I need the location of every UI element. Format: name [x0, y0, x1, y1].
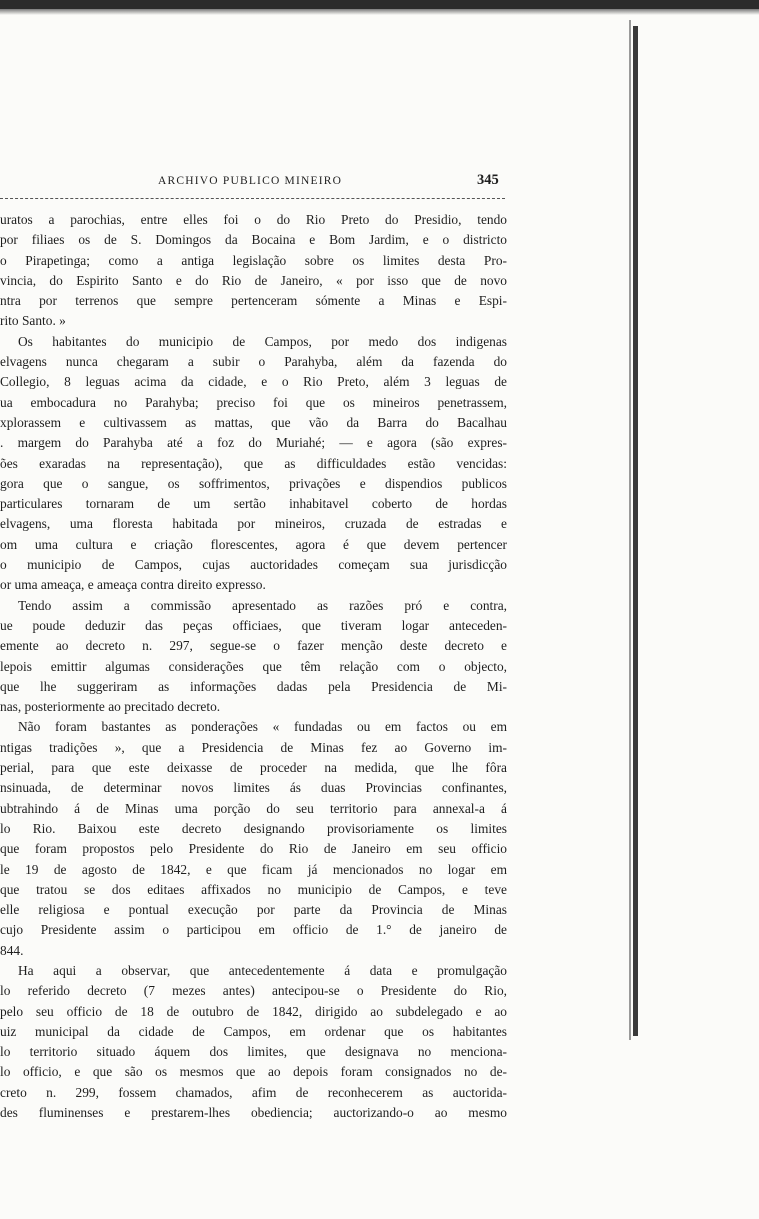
text-line: o municipio de Campos, cujas auctoridades começam sua jurisdicção [0, 557, 507, 573]
text-line: Tendo assim a commissão apresentado as razões pró e contra, [18, 597, 507, 613]
text-line: gora que o sangue, os soffrimentos, privações e dispendios publicos [0, 475, 507, 491]
text-line: xplorassem e cultivassem as mattas, que vão da Barra do Bacalhau [0, 414, 507, 430]
text-line: ntra por terrenos que sempre pertenceram sómente a Minas e Espi- [0, 293, 507, 309]
page-header [0, 172, 505, 195]
text-line: creto n. 299, fossem chamados, afim de reconhecerem as auctorida- [0, 1084, 507, 1100]
scan-page-fold-line [629, 20, 631, 1040]
text-line: elvagens, uma floresta habitada por mineiros, cruzada de estradas e [0, 516, 507, 532]
text-line: lo referido decreto (7 mezes antes) antecipou-se o Presidente do Rio, [0, 983, 507, 999]
text-line: o Pirapetinga; como a antiga legislação sobre os limites desta Pro- [0, 252, 507, 268]
page-number: 345 [477, 172, 499, 188]
text-line: que lhe suggeriram as informações dadas pela Presidencia de Mi- [0, 678, 507, 694]
text-line: nsinuada, de determinar novos limites ás duas Provincias confinantes, [0, 780, 507, 796]
text-line: ubtrahindo á de Minas uma porção do seu territorio para annexal-a á [0, 800, 507, 816]
text-line: . margem do Parahyba até a foz do Muriahé; — e agora (são expres- [0, 435, 507, 451]
text-line: ue poude deduzir das peças officiaes, que tiveram logar anteceden- [0, 617, 507, 633]
text-line: des fluminenses e prestarem-lhes obediencia; auctorizando-o ao mesmo [0, 1105, 507, 1121]
text-line: lo territorio situado áquem dos limites, que designava no menciona- [0, 1044, 507, 1060]
text-line: ua embocadura no Parahyba; preciso foi que os mineiros penetrassem, [0, 394, 507, 410]
text-line: or uma ameaça, e ameaça contra direito expresso. [0, 577, 266, 593]
text-line: Collegio, 8 leguas acima da cidade, e o Rio Preto, além 3 leguas de [0, 374, 507, 390]
text-line: por filiaes os de S. Domingos da Bocaina e Bom Jardim, e o districto [0, 232, 507, 248]
text-line: perial, para que este deixasse de proceder na medida, que lhe fôra [0, 760, 507, 776]
text-line: Os habitantes do municipio de Campos, por medo dos indigenas [18, 333, 507, 349]
scan-top-edge [0, 0, 759, 9]
scan-right-edge [633, 26, 638, 1036]
text-line: cujo Presidente assim o participou em officio de 1.° de janeiro de [0, 922, 507, 938]
text-line: ões exaradas na representação), que as difficuldades estão vencidas: [0, 455, 507, 471]
text-line: lo Rio. Baixou este decreto designando provisoriamente os limites [0, 820, 507, 836]
text-line: 844. [0, 942, 24, 958]
text-line: rito Santo. » [0, 313, 66, 329]
text-line: uiz municipal da cidade de Campos, em ordenar que os habitantes [0, 1023, 507, 1039]
text-line: ntigas tradições », que a Presidencia de Minas fez ao Governo im- [0, 739, 507, 755]
text-line: nas, posteriormente ao precitado decreto. [0, 699, 221, 715]
text-line: vincia, do Espirito Santo e do Rio de Janeiro, « por isso que de novo [0, 272, 507, 288]
text-line: lo officio, e que são os mesmos que ao depois foram consignados no de- [0, 1064, 507, 1080]
text-line: elle religiosa e pontual execução por parte da Provincia de Minas [0, 902, 507, 918]
running-title: ARCHIVO PUBLICO MINEIRO [158, 175, 343, 187]
text-line: que foram propostos pelo Presidente do Rio de Janeiro em seu officio [0, 841, 507, 857]
text-line: uratos a parochias, entre elles foi o do Rio Preto do Presidio, tendo [0, 212, 507, 227]
text-line: que tratou se dos editaes affixados no municipio de Campos, e teve [0, 881, 507, 897]
text-line: pelo seu officio de 18 de outubro de 1842, dirigido ao subdelegado e ao [0, 1003, 507, 1019]
text-line: elvagens nunca chegaram a subir o Parahyba, além da fazenda do [0, 354, 507, 370]
text-line: particulares tornaram de um sertão inhabitavel coberto de hordas [0, 496, 507, 512]
header-rule [0, 198, 505, 201]
text-line: emente ao decreto n. 297, segue-se o fazer menção deste decreto e [0, 638, 507, 654]
text-line: le 19 de agosto de 1842, e que ficam já mencionados no logar em [0, 861, 507, 877]
text-line: lepois emittir algumas considerações que têm relação com o objecto, [0, 658, 507, 674]
text-line: Não foram bastantes as ponderações « fundadas ou em factos ou em [18, 719, 507, 735]
text-line: om uma cultura e criação florescentes, agora é que devem pertencer [0, 536, 507, 552]
text-line: Ha aqui a observar, que antecedentemente á data e promulgação [18, 962, 507, 978]
body-text [0, 210, 507, 1123]
